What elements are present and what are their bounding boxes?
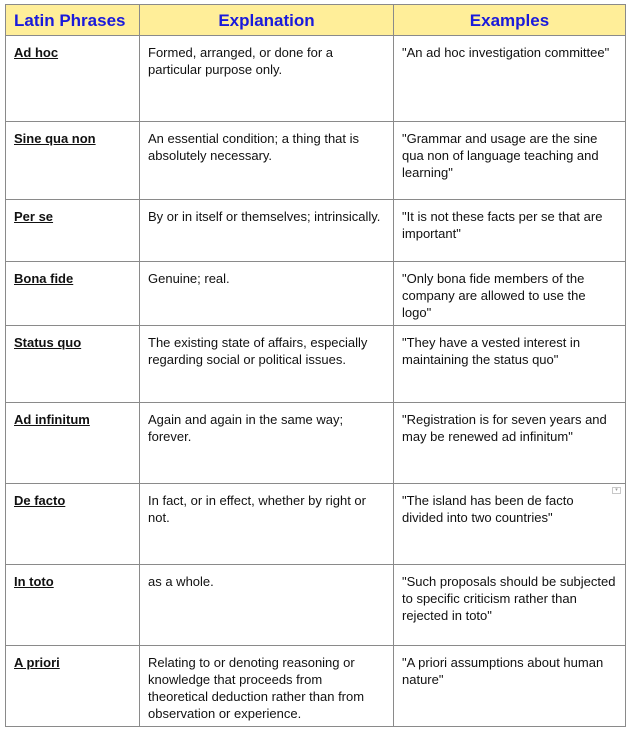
table-row: [6, 565, 626, 646]
table-row: [6, 122, 626, 200]
example-cell: "An ad hoc investigation committee": [394, 36, 626, 122]
example-cell: "A priori assumptions about human nature": [394, 646, 626, 727]
phrase-cell: Status quo: [6, 326, 140, 403]
phrase-cell: Bona fide: [6, 262, 140, 326]
explanation-cell: The existing state of affairs, especially regarding social or political issues.: [140, 326, 394, 403]
phrase-cell: Ad hoc: [6, 36, 140, 122]
example-cell: "Such proposals should be subjected to specific criticism rather than rejected in toto": [394, 565, 626, 646]
cell-dropdown-icon[interactable]: ▾: [612, 487, 621, 494]
phrase-cell: Per se: [6, 200, 140, 262]
explanation-cell: By or in itself or themselves; intrinsically.: [140, 200, 394, 262]
header-examples: Examples: [394, 5, 626, 36]
phrase-cell: A priori: [6, 646, 140, 727]
explanation-cell: Relating to or denoting reasoning or knowledge that proceeds from theoretical deduction rather than from observation or experience.: [140, 646, 394, 727]
latin-phrases-table: [5, 4, 626, 727]
header-row: [6, 5, 626, 36]
example-cell: "Registration is for seven years and may be renewed ad infinitum": [394, 403, 626, 484]
example-cell: "Grammar and usage are the sine qua non of language teaching and learning": [394, 122, 626, 200]
table-row: [6, 484, 626, 565]
phrase-cell: Sine qua non: [6, 122, 140, 200]
explanation-cell: Formed, arranged, or done for a particular purpose only.: [140, 36, 394, 122]
table-row: [6, 200, 626, 262]
explanation-cell: An essential condition; a thing that is absolutely necessary.: [140, 122, 394, 200]
explanation-cell: as a whole.: [140, 565, 394, 646]
table-row: [6, 36, 626, 122]
explanation-cell: Again and again in the same way; forever.: [140, 403, 394, 484]
explanation-cell: Genuine; real.: [140, 262, 394, 326]
example-cell: "They have a vested interest in maintaining the status quo": [394, 326, 626, 403]
table-row: [6, 262, 626, 326]
explanation-cell: In fact, or in effect, whether by right or not.: [140, 484, 394, 565]
table-row: [6, 326, 626, 403]
example-cell: "It is not these facts per se that are important": [394, 200, 626, 262]
phrase-cell: De facto: [6, 484, 140, 565]
header-explanation: Explanation: [140, 5, 394, 36]
phrase-cell: In toto: [6, 565, 140, 646]
table-row: [6, 646, 626, 727]
phrase-cell: Ad infinitum: [6, 403, 140, 484]
example-text: "The island has been de facto divided into two countries": [402, 493, 574, 525]
example-cell: [394, 484, 626, 565]
example-cell: "Only bona fide members of the company are allowed to use the logo": [394, 262, 626, 326]
table-row: [6, 403, 626, 484]
header-latin-phrases: Latin Phrases: [6, 5, 140, 36]
